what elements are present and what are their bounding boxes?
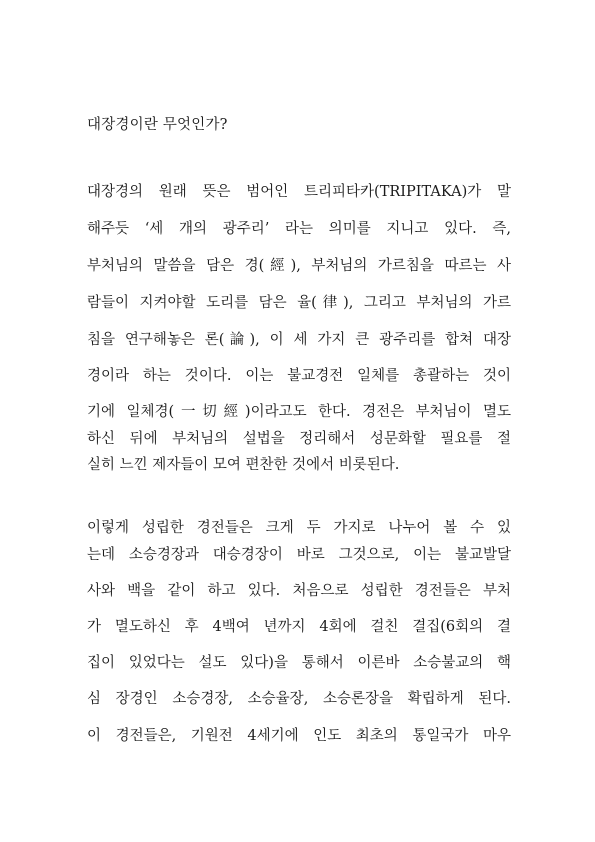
paragraph-2-line-1: 이렇게 성립한 경전들은 크게 두 가지로 나누어 볼 수 있 [87, 520, 511, 536]
paragraph-1-line-1: 대장경의 원래 뜻은 범어인 트리피타카(TRIPITAKA)가 말 [87, 184, 511, 200]
paragraph-1-line-8: 하신 뒤에 부처님의 설법을 정리해서 성문화할 필요를 절 [87, 431, 511, 447]
paragraph-2-line-4: 가 멸도하신 후 4백여 년까지 4회에 걸친 결집(6회의 결 [87, 619, 511, 635]
paragraph-1-line-9: 실히 느낀 제자들이 모여 편찬한 것에서 비롯된다. [87, 457, 400, 473]
paragraph-2-line-5: 집이 있었다는 설도 있다)을 통해서 이른바 소승불교의 핵 [87, 655, 511, 671]
document-title: 대장경이란 무엇인가? [87, 117, 228, 133]
paragraph-1-line-4: 람들이 지켜야할 도리를 담은 율(律), 그리고 부처님의 가르 [87, 295, 511, 311]
paragraph-1-line-3: 부처님의 말씀을 담은 경(經), 부처님의 가르침을 따르는 사 [87, 258, 511, 274]
paragraph-1-line-6: 경이라 하는 것이다. 이는 불교경전 일체를 총괄하는 것이 [87, 368, 511, 384]
paragraph-2-line-7: 이 경전들은, 기원전 4세기에 인도 최초의 통일국가 마우 [87, 728, 511, 744]
paragraph-2-line-2: 는데 소승경장과 대승경장이 바로 그것으로, 이는 불교발달 [87, 547, 511, 563]
paragraph-2-line-3: 사와 백을 같이 하고 있다. 처음으로 성립한 경전들은 부처 [87, 583, 511, 599]
paragraph-1-line-5: 침을 연구해놓은 론(論), 이 세 가지 큰 광주리를 합쳐 대장 [87, 332, 511, 348]
paragraph-1-line-2: 해주듯 ‘세 개의 광주리’ 라는 의미를 지니고 있다. 즉, [87, 221, 511, 237]
paragraph-2-line-6: 심 장경인 소승경장, 소승율장, 소승론장을 확립하게 된다. [87, 691, 511, 707]
paragraph-1-line-7: 기에 일체경(一切經)이라고도 한다. 경전은 부처님이 멸도 [87, 404, 511, 420]
